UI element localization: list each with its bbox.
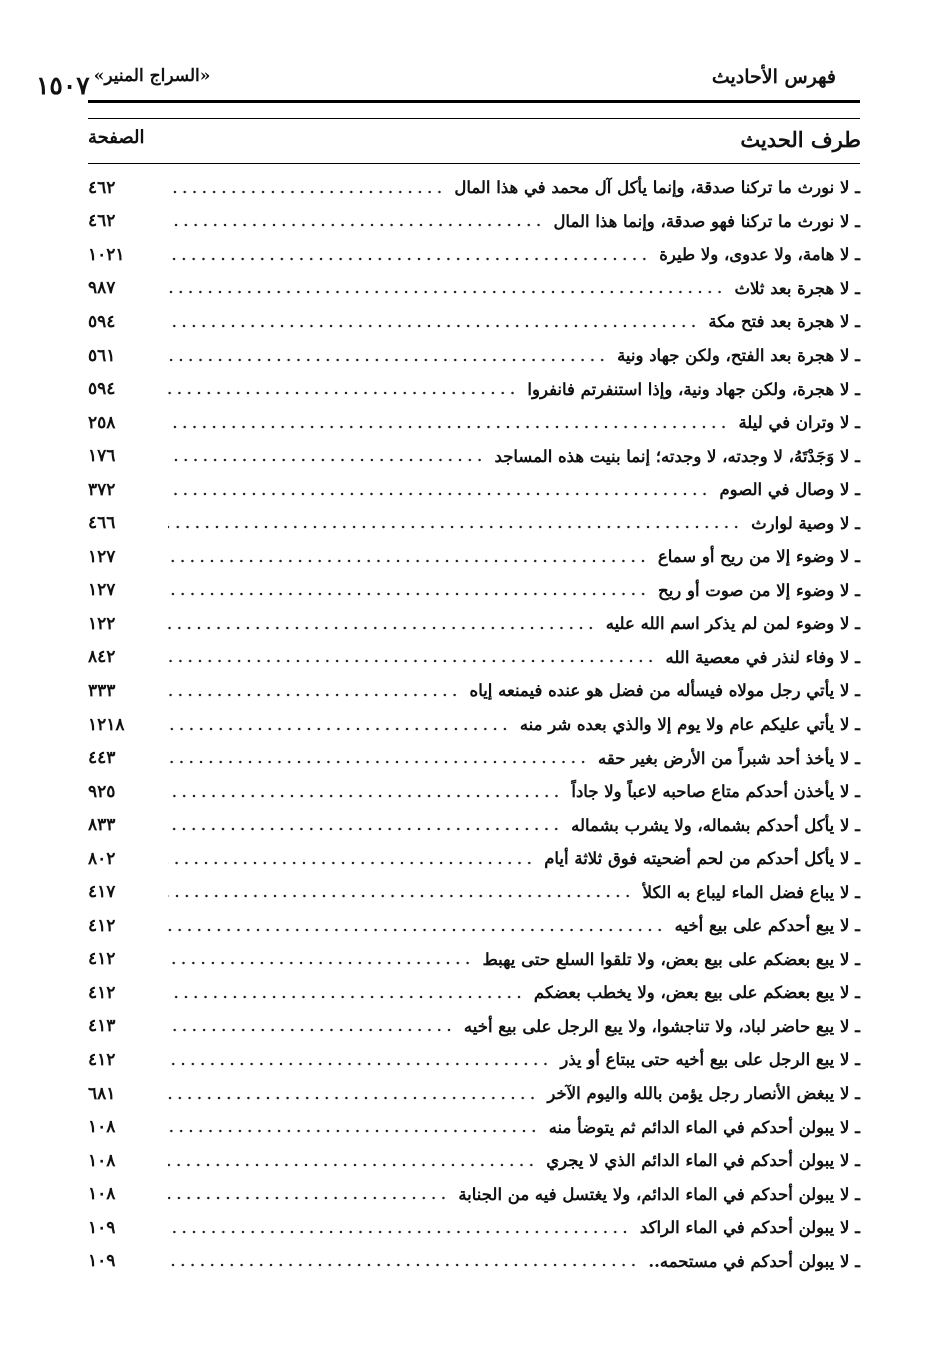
index-entry <box>88 205 860 239</box>
hadith-text: ـ لا نورث ما تركنا صدقة، وإنما يأكل آل محمد في هذا المال <box>454 178 860 198</box>
book-title: «السراج المنير» <box>93 66 211 86</box>
hadith-text: ـ لا وصال في الصوم <box>719 480 860 500</box>
index-entry <box>88 473 860 507</box>
index-entry <box>88 842 860 876</box>
index-entry <box>88 1010 860 1044</box>
hadith-text: ـ لا يأتي رجل مولاه فيسأله من فضل هو عنده فيمنعه إياه <box>469 681 860 701</box>
hadith-text: ـ لا وتران في ليلة <box>738 413 860 433</box>
dot-leader <box>168 391 517 395</box>
hadith-text: ـ لا يبولن أحدكم في الماء الراكد <box>639 1218 860 1238</box>
dot-leader <box>168 693 460 697</box>
hadith-text: ـ لا هجرة بعد الفتح، ولكن جهاد ونية <box>617 346 860 365</box>
index-entry <box>88 540 860 574</box>
dot-leader <box>168 1263 638 1267</box>
entry-page-number: ١٠٨ <box>88 1150 116 1171</box>
column-header-rule <box>88 163 860 164</box>
hadith-text: ـ لا يأتي عليكم عام ولا يوم إلا والذي بعده شر منه <box>519 715 860 735</box>
entry-page-number: ١٢٧ <box>88 580 116 601</box>
hadith-text: ـ لا وضوء لمن لم يذكر اسم الله عليه <box>605 614 860 634</box>
index-entry <box>88 1110 860 1144</box>
dot-leader <box>168 425 728 429</box>
index-entry <box>88 976 860 1010</box>
hadith-text: ـ لا وفاء لنذر في معصية الله <box>665 647 860 667</box>
entry-page-number: ٤١٧ <box>88 882 116 903</box>
hadith-text: ـ لا يبولن أحدكم في مستحمه.. <box>648 1251 860 1271</box>
index-entry <box>88 574 860 608</box>
entry-page-number: ٥٩٤ <box>88 311 116 332</box>
section-title: فهرس الأحاديث <box>711 66 836 88</box>
dot-leader <box>168 1230 630 1234</box>
dot-leader <box>168 995 524 999</box>
hadith-text: ـ لا يأخذ أحد شبراً من الأرض بغير حقه <box>598 748 860 768</box>
entry-page-number: ١٢٧ <box>88 546 116 567</box>
dot-leader <box>168 492 709 496</box>
entry-page-number: ١٢٢ <box>88 613 116 634</box>
dot-leader <box>168 223 543 227</box>
column-header-hadith: طرف الحديث <box>740 127 861 152</box>
dot-leader <box>168 659 656 663</box>
index-entry <box>88 272 860 306</box>
hadith-text: ـ لا وصية لوارث <box>751 513 860 533</box>
dot-leader <box>168 928 665 932</box>
hadith-text: ـ لا يبولن أحدكم في الماء الدائم ثم يتوضأ منه <box>548 1117 860 1137</box>
hadith-text: ـ لا يبولن أحدكم في الماء الدائم الذي لا يجري <box>546 1151 860 1171</box>
index-entry <box>88 909 860 943</box>
entry-page-number: ٦٨١ <box>88 1083 116 1104</box>
dot-leader <box>168 290 724 294</box>
header-rule-thick <box>88 100 860 103</box>
hadith-text: ـ لا هامة، ولا عدوى، ولا طيرة <box>659 245 860 265</box>
index-entry <box>88 1177 860 1211</box>
hadith-text: ـ لا نورث ما تركنا فهو صدقة، وإنما هذا المال <box>553 211 860 231</box>
dot-leader <box>168 1129 539 1133</box>
index-entry <box>88 708 860 742</box>
index-entry <box>88 1077 860 1111</box>
hadith-text: ـ لا هجرة، ولكن جهاد ونية، وإذا استنفرتم فانفروا <box>527 379 860 399</box>
running-header-left <box>36 66 211 100</box>
entry-page-number: ٢٥٨ <box>88 412 116 433</box>
hadith-index-list <box>88 171 860 1278</box>
entry-page-number: ١٠٢١ <box>88 244 125 265</box>
index-entry <box>88 641 860 675</box>
hadith-text: ـ لا يبولن أحدكم في الماء الدائم، ولا يغتسل فيه من الجنابة <box>458 1184 860 1204</box>
index-entry <box>88 741 860 775</box>
index-entry <box>88 1043 860 1077</box>
index-entry <box>88 875 860 909</box>
hadith-text: ـ لا هجرة بعد فتح مكة <box>708 312 860 332</box>
entry-page-number: ٤١٢ <box>88 982 116 1003</box>
hadith-text: ـ لا وضوء إلا من ريح أو سماع <box>657 547 860 567</box>
dot-leader <box>168 760 588 764</box>
dot-leader <box>168 794 561 798</box>
index-entry <box>88 674 860 708</box>
dot-leader <box>168 358 607 362</box>
column-header-page: الصفحة <box>88 127 145 148</box>
entry-page-number: ١٠٩ <box>88 1251 116 1272</box>
hadith-text: ـ لا وَجَدْتَهُ، لا وجدته، لا وجدته؛ إنما بنيت هذه المساجد <box>494 446 860 466</box>
dot-leader <box>168 324 698 328</box>
entry-page-number: ٨٤٢ <box>88 647 116 668</box>
hadith-text: ـ لا يبع بعضكم على بيع بعض، ولا يخطب بعضكم <box>533 983 860 1003</box>
dot-leader <box>168 257 649 261</box>
hadith-text: ـ لا هجرة بعد ثلاث <box>734 278 860 298</box>
hadith-text: ـ لا وضوء إلا من صوت أو ريح <box>658 580 860 600</box>
entry-page-number: ٩٢٥ <box>88 781 116 802</box>
index-entry <box>88 506 860 540</box>
entry-page-number: ٤٦٢ <box>88 177 116 198</box>
dot-leader <box>168 1028 454 1032</box>
entry-page-number: ٤٤٣ <box>88 748 116 769</box>
hadith-text: ـ لا يباع فضل الماء ليباع به الكلأ <box>642 882 860 902</box>
dot-leader <box>168 961 473 965</box>
index-entry <box>88 406 860 440</box>
dot-leader <box>168 861 534 865</box>
index-entry <box>88 808 860 842</box>
dot-leader <box>168 1163 536 1167</box>
index-entry <box>88 1144 860 1178</box>
index-entry <box>88 1211 860 1245</box>
dot-leader <box>168 727 510 731</box>
dot-leader <box>168 626 596 630</box>
entry-page-number: ١٢١٨ <box>88 714 125 735</box>
dot-leader <box>168 1062 550 1066</box>
dot-leader <box>168 827 561 831</box>
hadith-text: ـ لا يبع الرجل على بيع أخيه حتى يبتاع أو يذر <box>560 1050 860 1070</box>
header-rule-thin <box>88 118 860 119</box>
index-entry <box>88 1245 860 1279</box>
entry-page-number: ٣٧٢ <box>88 479 116 500</box>
index-entry <box>88 305 860 339</box>
entry-page-number: ٨٠٢ <box>88 848 116 869</box>
dot-leader <box>168 525 741 529</box>
index-entry <box>88 607 860 641</box>
dot-leader <box>168 1096 537 1100</box>
hadith-text: ـ لا يبغض الأنصار رجل يؤمن بالله واليوم الآخر <box>547 1084 860 1104</box>
hadith-text: ـ لا يأخذن أحدكم متاع صاحبه لاعباً ولا جاداً <box>571 782 860 802</box>
hadith-text: ـ لا يبع حاضر لباد، ولا تناجشوا، ولا يبع الرجل على بيع أخيه <box>463 1016 860 1036</box>
entry-page-number: ١٠٨ <box>88 1184 116 1205</box>
hadith-text: ـ لا يأكل أحدكم من لحم أضحيته فوق ثلاثة أيام <box>544 849 860 869</box>
dot-leader <box>168 190 444 194</box>
entry-page-number: ١٠٩ <box>88 1217 116 1238</box>
index-entry <box>88 339 860 373</box>
entry-page-number: ٨٣٣ <box>88 815 116 836</box>
hadith-text: ـ لا يبع أحدكم على بيع أخيه <box>674 916 860 936</box>
entry-page-number: ٤١٣ <box>88 1016 116 1037</box>
dot-leader <box>168 1196 448 1200</box>
hadith-text: ـ لا يبع بعضكم على بيع بعض، ولا تلقوا السلع حتى يهبط <box>482 949 860 969</box>
entry-page-number: ١٧٦ <box>88 446 116 467</box>
entry-page-number: ٤٦٢ <box>88 211 116 232</box>
entry-page-number: ٥٩٤ <box>88 379 116 400</box>
index-entry <box>88 943 860 977</box>
entry-page-number: ٤٦٦ <box>88 513 116 534</box>
entry-page-number: ١٠٨ <box>88 1117 116 1138</box>
hadith-text: ـ لا يأكل أحدكم بشماله، ولا يشرب بشماله <box>571 815 860 835</box>
index-entry <box>88 775 860 809</box>
entry-page-number: ٥٦١ <box>88 345 116 366</box>
dot-leader <box>168 894 633 898</box>
entry-page-number: ٤١٢ <box>88 915 116 936</box>
entry-page-number: ٩٨٧ <box>88 278 116 299</box>
dot-leader <box>168 592 648 596</box>
index-entry <box>88 372 860 406</box>
page-number: ١٥٠٧ <box>36 71 90 100</box>
entry-page-number: ٤١٢ <box>88 1049 116 1070</box>
index-entry <box>88 238 860 272</box>
dot-leader <box>168 458 485 462</box>
index-entry <box>88 439 860 473</box>
entry-page-number: ٤١٢ <box>88 949 116 970</box>
index-entry <box>88 171 860 205</box>
entry-page-number: ٣٣٣ <box>88 680 116 701</box>
dot-leader <box>168 559 648 563</box>
